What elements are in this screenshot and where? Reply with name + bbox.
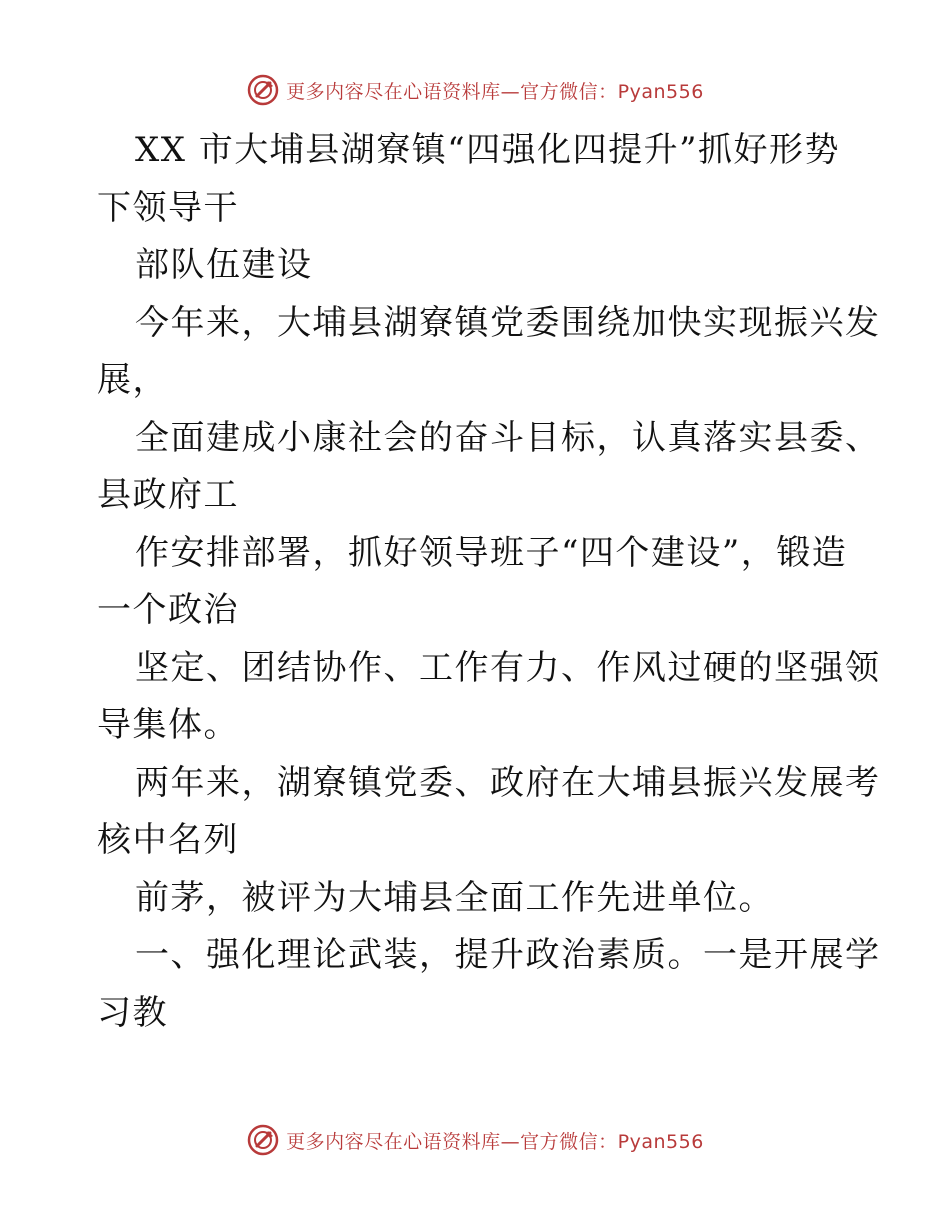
paragraph-line: 一、强化理论武装，提升政治素质。一是开展学	[135, 935, 881, 975]
seal-logo-icon	[246, 1123, 280, 1157]
paragraph-line: 习教	[97, 992, 168, 1033]
title-line-2: 下领导干	[97, 187, 239, 228]
title-line-1: XX 市大埔县湖寮镇“四强化四提升”抓好形势	[135, 130, 840, 170]
title-line-3: 部队伍建设	[135, 245, 313, 285]
paragraph-line: 全面建成小康社会的奋斗目标，认真落实县委、	[135, 417, 881, 458]
paragraph-line: 坚定、团结协作、工作有力、作风过硬的坚强领	[135, 647, 881, 688]
paragraph-line: 作安排部署，抓好领导班子“四个建设”，锻造	[135, 532, 848, 573]
paragraph-line: 导集体。	[97, 705, 239, 745]
watermark-header	[0, 70, 950, 110]
watermark-text: 更多内容尽在心语资料库—官方微信：Pyan556	[286, 1130, 704, 1153]
watermark-footer	[0, 1120, 950, 1160]
document-body	[97, 122, 881, 1042]
paragraph-line: 县政府工	[97, 475, 239, 515]
watermark-text: 更多内容尽在心语资料库—官方微信：Pyan556	[286, 80, 704, 103]
paragraph-line: 两年来，湖寮镇党委、政府在大埔县振兴发展考	[135, 762, 881, 803]
paragraph-line: 一个政治	[97, 590, 239, 630]
paragraph-line: 核中名列	[97, 820, 239, 860]
paragraph-line: 展，	[97, 360, 168, 400]
seal-logo-icon	[246, 73, 280, 107]
paragraph-line: 今年来，大埔县湖寮镇党委围绕加快实现振兴发	[135, 302, 881, 343]
paragraph-line: 前茅，被评为大埔县全面工作先进单位。	[135, 877, 774, 918]
